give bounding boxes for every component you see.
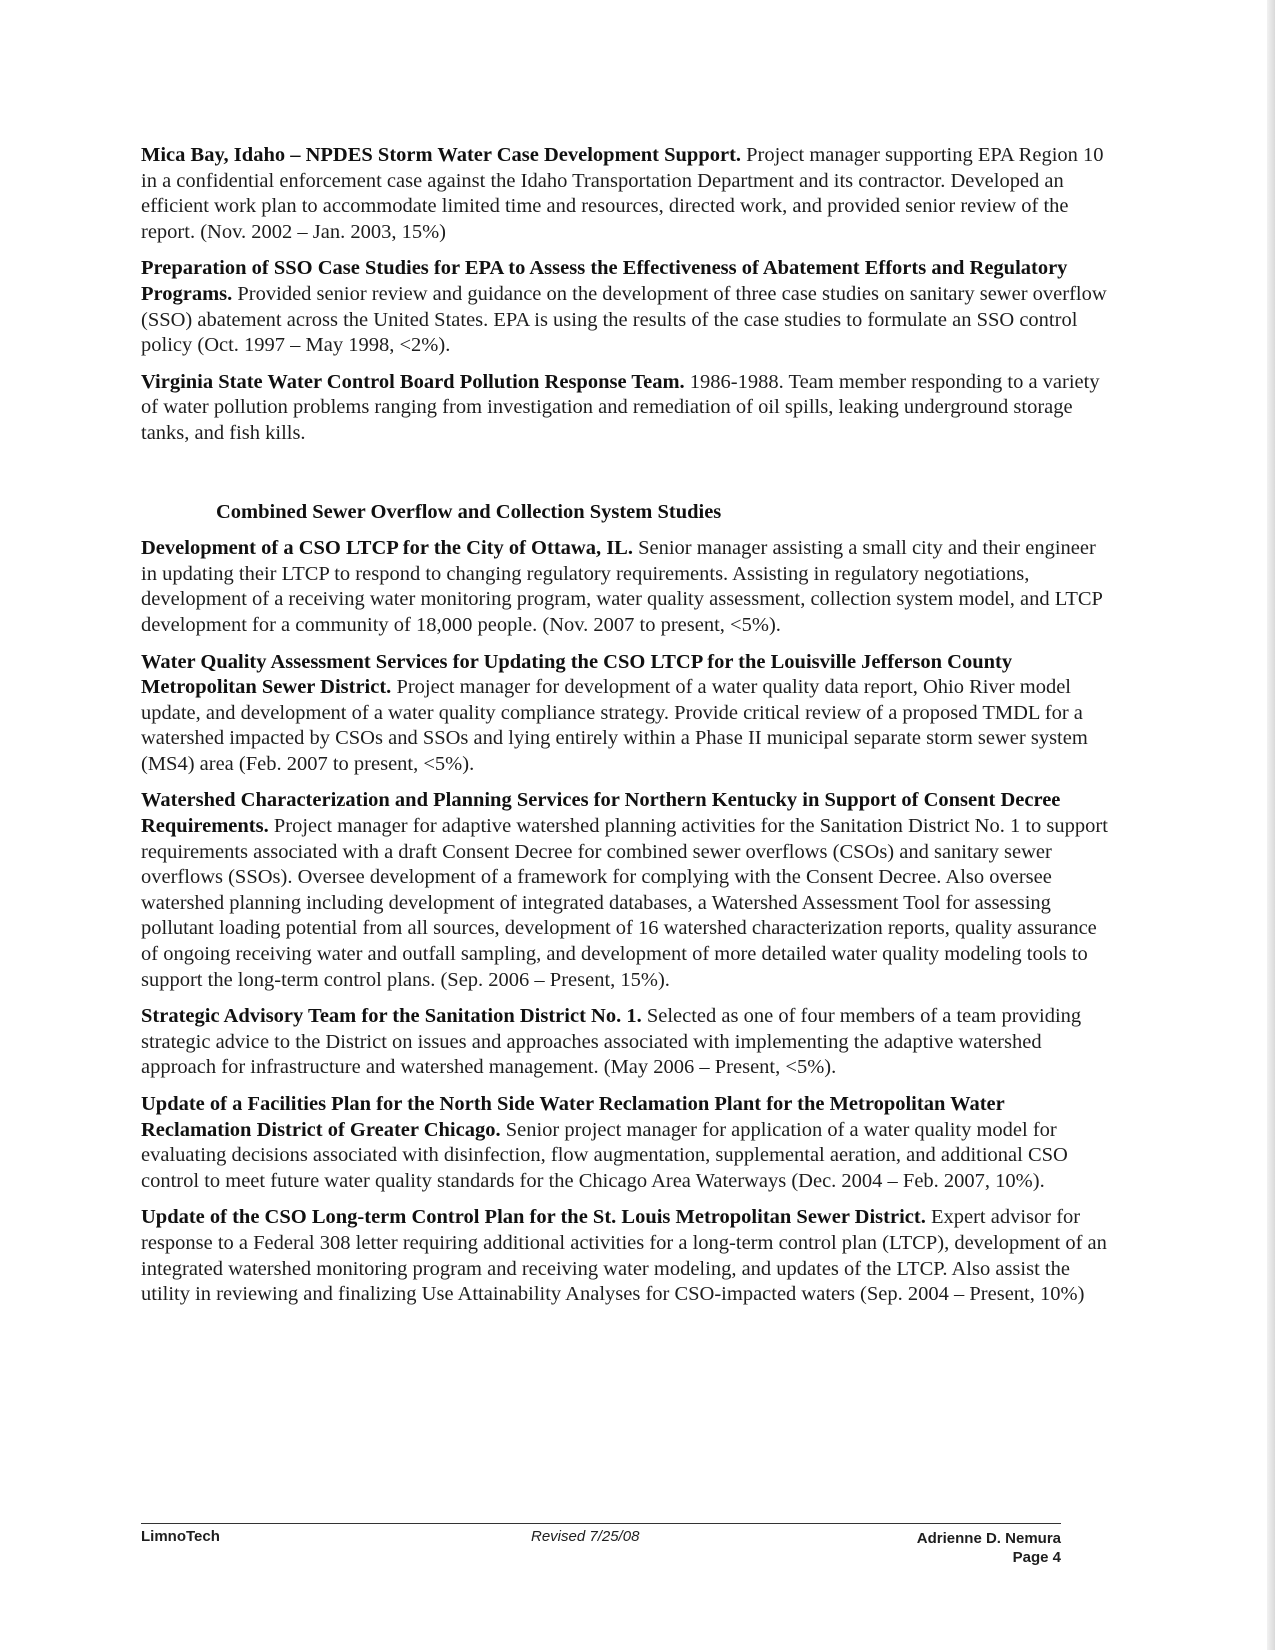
project-title: Update of a Facilities Plan for the North Side Water Reclamation Plant for the Metropolitan Water Reclamation District of Greater Chicago.	[141, 1093, 1005, 1141]
project-title: Update of the CSO Long-term Control Plan for the St. Louis Metropolitan Sewer District.	[141, 1206, 926, 1229]
project-title: Virginia State Water Control Board Pollution Response Team.	[141, 370, 685, 393]
project-entry	[141, 1092, 1116, 1194]
project-title: Water Quality Assessment Services for Updating the CSO LTCP for the Louisville Jefferson County Metropolitan Sewer District.	[141, 650, 1013, 699]
project-description: Expert advisor for response to a Federal 308 letter requiring additional activities for a long-term control plan (LTCP), development of an integrated watershed monitoring program and receiving water modeling, and updates of the LTCP. Also assist the utility in reviewing and finalizing Use Attainability Analyses for CSO-impacted waters (Sep. 2004 – Present, 10%)	[141, 1206, 1107, 1306]
project-title: Preparation of SSO Case Studies for EPA to Assess the Effectiveness of Abatement Efforts and Regulatory Programs.	[141, 257, 1068, 305]
project-entry	[141, 370, 1116, 447]
project-title: Mica Bay, Idaho – NPDES Storm Water Case Development Support.	[141, 144, 742, 166]
project-title: Strategic Advisory Team for the Sanitation District No. 1.	[141, 1005, 642, 1028]
project-entry	[141, 256, 1116, 358]
footer-page-number: Page 4	[1012, 1549, 1061, 1566]
scan-edge	[1267, 0, 1275, 1650]
project-description: Project manager for adaptive watershed planning activities for the Sanitation District No. 1 to support requirements associated with a draft Consent Decree for combined sewer overflows (CSOs) and sanitary sewer overflows (SSOs). Oversee development of a framework for complying with the Consent Decree. Also oversee watershed planning including development of integrated databases, a Watershed Assessment Tool for assessing pollutant loading potential from all sources, development of 16 watershed characterization reports, quality assurance of ongoing receiving water and outfall sampling, and development of more detailed water quality modeling tools to support the long-term control plans. (Sep. 2006 – Present, 15%).	[141, 815, 1108, 991]
footer-revised-date: Revised 7/25/08	[531, 1528, 640, 1545]
project-title: Watershed Characterization and Planning Services for Northern Kentucky in Support of Consent Decree Requirements.	[141, 789, 1061, 838]
project-description: Selected as one of four members of a team providing strategic advice to the District on issues and approaches associated with implementing the adaptive watershed approach for infrastructure and watershed management. (May 2006 – Present, <5%).	[141, 1005, 1082, 1079]
project-entry	[141, 788, 1116, 993]
project-description: Senior manager assisting a small city and their engineer in updating their LTCP to respond to changing regulatory requirements. Assisting in regulatory negotiations, development of a receiving water monitoring program, water quality assessment, collection system model, and LTCP development for a community of 18,000 people. (Nov. 2007 to present, <5%).	[141, 537, 1103, 636]
footer-company: LimnoTech	[141, 1528, 220, 1545]
project-entry	[141, 1004, 1116, 1081]
project-entry	[141, 143, 1116, 245]
project-entry	[141, 536, 1116, 638]
project-description: Project manager supporting EPA Region 10 in a confidential enforcement case against the Idaho Transportation Department and its contractor. Developed an efficient work plan to accommodate limited time and resources, directed work, and provided senior review of the report. (Nov. 2002 – Jan. 2003, 15%)	[141, 144, 1104, 243]
page-content	[141, 143, 1116, 1319]
project-entry	[141, 650, 1116, 778]
project-description: 1986-1988. Team member responding to a variety of water pollution problems ranging from investigation and remediation of oil spills, leaking underground storage tanks, and fish kills.	[141, 370, 1100, 444]
project-entry	[141, 1205, 1116, 1307]
footer-author-block	[917, 1529, 1061, 1567]
section-heading: Combined Sewer Overflow and Collection System Studies	[216, 500, 722, 523]
project-title: Development of a CSO LTCP for the City of Ottawa, IL.	[141, 537, 633, 560]
project-description: Provided senior review and guidance on the development of three case studies on sanitary sewer overflow (SSO) abatement across the United States. EPA is using the results of the case studies to formulate an SSO control policy (Oct. 1997 – May 1998, <2%).	[141, 282, 1107, 357]
project-description: Senior project manager for application of a water quality model for evaluating decisions associated with disinfection, flow augmentation, supplemental aeration, and additional CSO control to meet future water quality standards for the Chicago Area Waterways (Dec. 2004 – Feb. 2007, 10%).	[141, 1118, 1068, 1192]
page-footer	[141, 1523, 1061, 1566]
footer-author: Adrienne D. Nemura	[916, 1530, 1061, 1547]
project-description: Project manager for development of a water quality data report, Ohio River model update, and development of a water quality compliance strategy. Provide critical review of a proposed TMDL for a watershed impacted by CSOs and SSOs and lying entirely within a Phase II municipal separate storm sewer system (MS4) area (Feb. 2007 to present, <5%).	[141, 676, 1088, 775]
